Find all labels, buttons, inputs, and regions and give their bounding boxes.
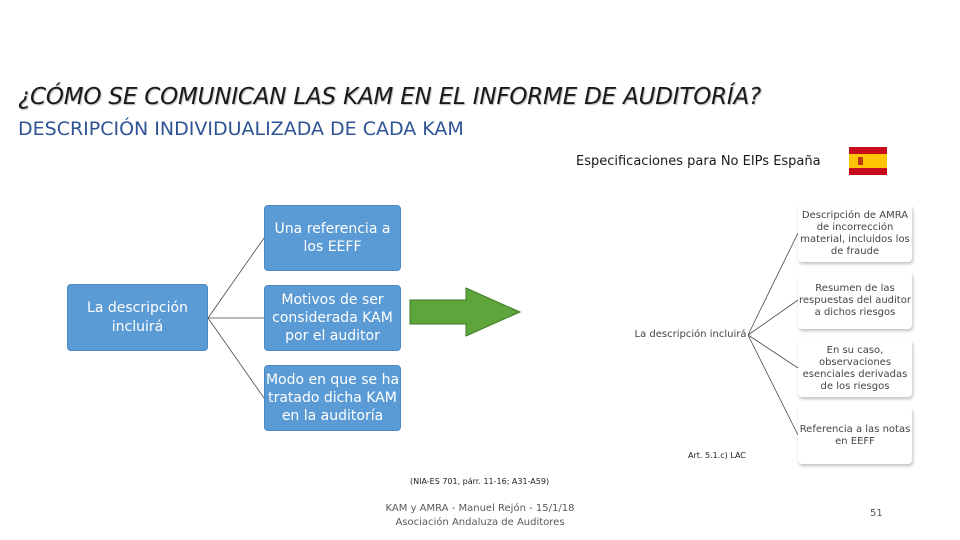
right-item-label: Referencia a las notas en EEFF	[799, 423, 911, 447]
right-item-box-1	[798, 205, 912, 262]
right-item-box-2	[798, 272, 912, 329]
right-item-label: Resumen de las respuestas del auditor a dichos riesgos	[799, 282, 911, 318]
page-number: 51	[870, 508, 883, 519]
right-item-box-3	[798, 340, 912, 397]
footer	[380, 502, 580, 529]
right-root-label: La descripción incluirá	[634, 328, 747, 340]
left-root-label: La descripción incluirá	[87, 300, 188, 335]
right-item-label: En su caso, observaciones esenciales derivadas de los riesgos	[802, 344, 908, 392]
footer-line-2: Asociación Andaluza de Auditores	[395, 516, 565, 528]
right-arrow-icon	[410, 288, 520, 336]
left-item-box-1	[264, 205, 401, 271]
right-item-label: Descripción de AMRA de incorrección material, incluidos los de fraude	[800, 209, 910, 257]
right-root-box	[633, 306, 748, 363]
nia-note: (NIA-ES 701, párr. 11-16; A31-A59)	[410, 477, 550, 486]
left-item-label: Modo en que se ha tratado dicha KAM en la auditoría	[265, 371, 400, 425]
spec-label: Especificaciones para No EIPs España	[576, 154, 821, 169]
left-item-box-3	[264, 365, 401, 431]
right-item-box-4	[798, 407, 912, 464]
left-item-label: Motivos de ser considerada KAM por el auditor	[272, 291, 393, 345]
footer-line-1: KAM y AMRA - Manuel Rejón - 15/1/18	[385, 503, 575, 514]
art-note: Art. 5.1.c) LAC	[688, 451, 746, 460]
left-item-box-2	[264, 285, 401, 351]
left-item-label: Una referencia a los EEFF	[274, 220, 391, 255]
page-title: ¿CÓMO SE COMUNICAN LAS KAM EN EL INFORME DE AUDITORÍA?	[18, 84, 762, 110]
page-subtitle: DESCRIPCIÓN INDIVIDUALIZADA DE CADA KAM	[18, 118, 464, 140]
left-root-box	[67, 284, 208, 351]
